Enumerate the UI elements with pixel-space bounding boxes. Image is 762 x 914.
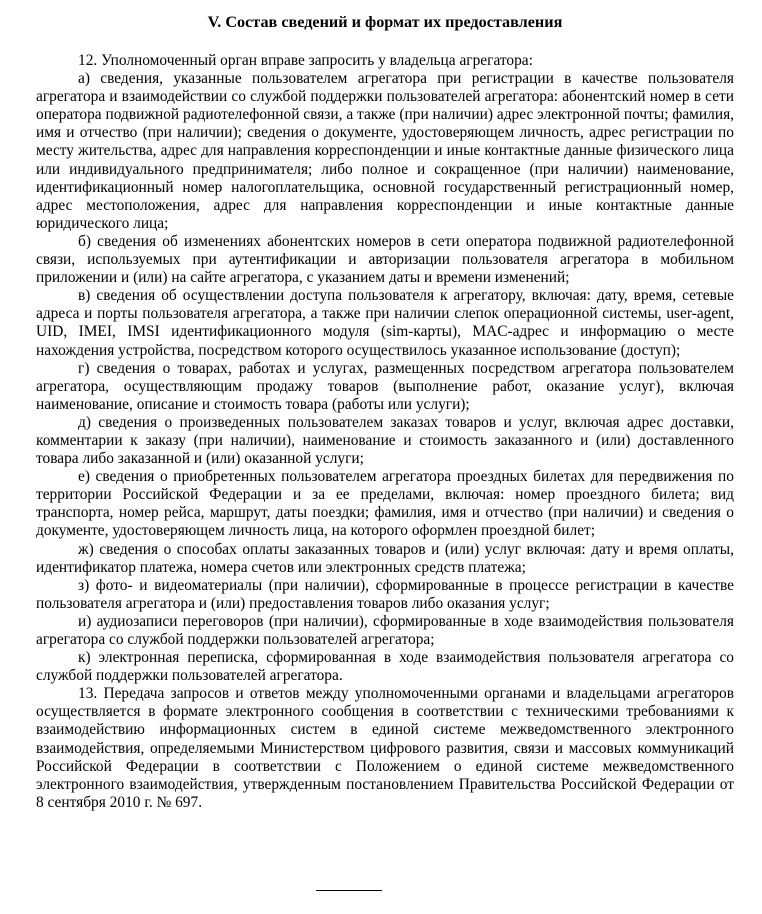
- paragraph-13: 13. Передача запросов и ответов между уполномоченными органами и владельцами агрегаторов осуществляется в формате электронного сообщения в соответствии с техническими требованиями к взаимодействию информационных систем в единой системе межведомственного электронного взаимодействия, определяемыми Министерством цифрового развития, связи и массовых коммуникаций Российской Федерации в соответствии с Положением о единой системе межведомственного электронного взаимодействия, утвержденным постановлением Правительства Российской Федерации от 8 сентября 2010 г. № 697.: [36, 685, 734, 811]
- paragraph-item-e: е) сведения о приобретенных пользователем агрегатора проездных билетах для передвижения по территории Российской Федерации и за ее пределами, включая: номер проездного билета; вид транспорта, номер рейса, маршрут, даты поездки; фамилия, имя и отчество (при наличии) и сведения о документе, удостоверяющем личность лица, на которого оформлен проездной билет;: [36, 468, 734, 540]
- end-divider: [316, 890, 382, 891]
- paragraph-item-z: з) фото- и видеоматериалы (при наличии), сформированные в процессе регистрации в качестве пользователя агрегатора и (или) предоставления товаров либо оказания услуг;: [36, 576, 734, 612]
- document-page: [36, 12, 734, 812]
- section-title: V. Состав сведений и формат их предоставления: [207, 13, 563, 31]
- paragraph-item-g: г) сведения о товарах, работах и услугах, размещенных посредством агрегатора пользователем агрегатора, осуществляющим продажу товаров (выполнение работ, оказание услуг), включая наименование, описание и стоимость товара (работы или услуги);: [36, 359, 734, 413]
- paragraph-item-a: а) сведения, указанные пользователем агрегатора при регистрации в качестве пользователя агрегатора и взаимодействии со службой поддержки пользователей агрегатора: абонентский номер в сети оператора подвижной радиотелефонной связи, а также (при наличии) адрес электронной почты; фамилия, имя и отчество (при наличии); сведения о документе, удостоверяющем личность, адрес регистрации по месту жительства, адрес для направления корреспонденции и иные контактные данные физического лица или индивидуального предпринимателя; либо полное и сокращенное (при наличии) наименование, идентификационный номер налогоплательщика, основной государственный регистрационный номер, адрес местоположения, адрес для направления корреспонденции и иные контактные данные юридического лица;: [36, 70, 734, 232]
- paragraph-item-d: д) сведения о произведенных пользователем заказах товаров и услуг, включая адрес доставки, комментарии к заказу (при наличии), наименование и стоимость заказанного и (или) доставленного товара либо заказанной и (или) оказанной услуги;: [36, 413, 734, 468]
- paragraph-item-i: и) аудиозаписи переговоров (при наличии), сформированные в ходе взаимодействия пользователя агрегатора со службой поддержки пользователей агрегатора;: [36, 612, 734, 648]
- paragraph-12-intro: 12. Уполномоченный орган вправе запросить у владельца агрегатора:: [78, 52, 533, 69]
- paragraph-item-v: в) сведения об осуществлении доступа пользователя к агрегатору, включая: дату, время, сетевые адреса и порты пользователя агрегатора, а также при наличии слепок операционной системы, user-agent, UID, IMEI, IMSI идентификационного модуля (sim-карты), MAC-адрес и информацию о месте нахождения устройства, посредством которого осуществилось указанное использование (доступ);: [36, 287, 734, 359]
- paragraph-item-b: б) сведения об изменениях абонентских номеров в сети оператора подвижной радиотелефонной связи, используемых при аутентификации и авторизации пользователя агрегатора в мобильном приложении и (или) на сайте агрегатора, с указанием даты и времени изменений;: [36, 232, 734, 287]
- paragraph-item-k: к) электронная переписка, сформированная в ходе взаимодействия пользователя агрегатора со службой поддержки пользователей агрегатора.: [36, 649, 734, 685]
- paragraph-item-zh: ж) сведения о способах оплаты заказанных товаров и (или) услуг включая: дату и время оплаты, идентификатор платежа, номера счетов или электронных средств платежа;: [36, 540, 734, 576]
